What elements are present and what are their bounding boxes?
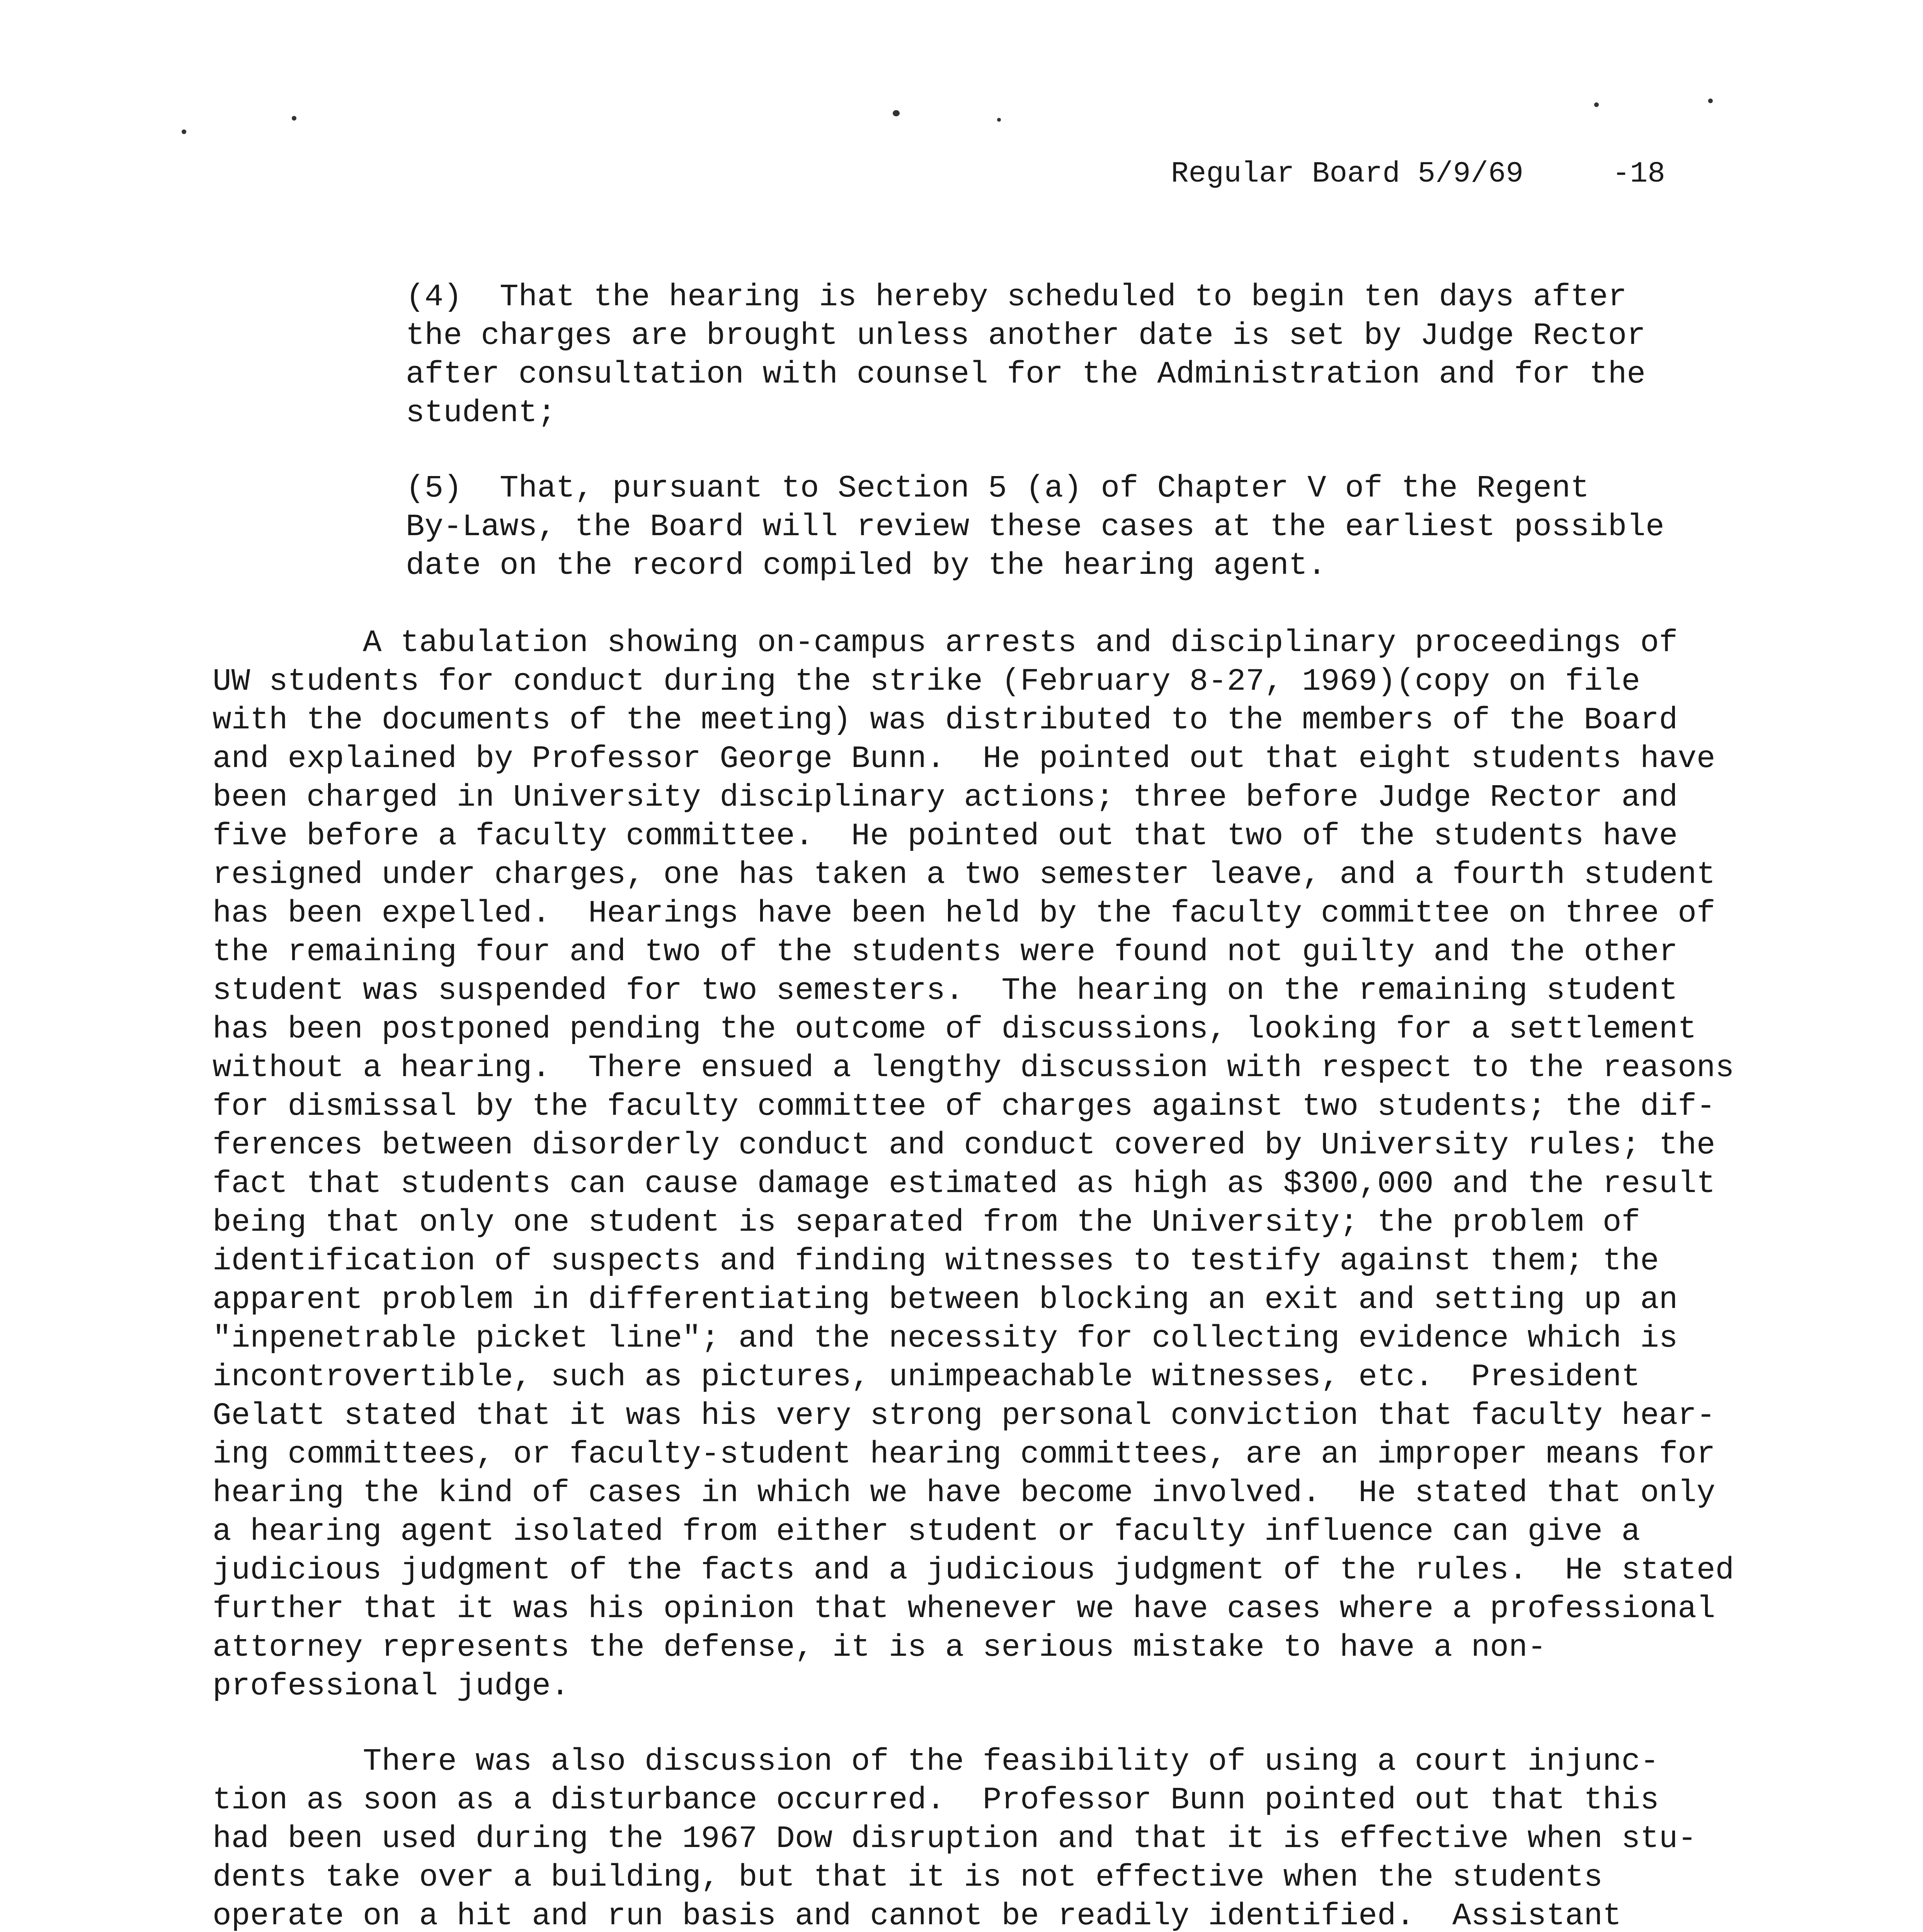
scan-speck [997,118,1001,122]
scan-speck [1708,99,1713,103]
page-header [1171,155,1665,193]
resolution-item-4: (4) That the hearing is hereby scheduled to begin ten days after the charges are brought unless another date is set by Judge Rector after consultation with counsel for the Administration and for the student; [406,280,1646,431]
header-page-ref: -18 [1612,157,1665,190]
paragraph-injunction: There was also discussion of the feasibility of using a court injunc- tion as soon as a disturbance occurred. Professor Bunn pointed out that this had been used during the 1967 Dow disruption and that it is effective when stu- dents take over a building, but that it is not effective when the students operate on a hit and run basis and cannot be readily identified. Assistant [213,1744,1697,1932]
scan-speck [1594,102,1599,107]
scan-speck [292,116,296,121]
scan-speck [893,110,900,116]
scan-speck [182,129,186,134]
resolution-item-5: (5) That, pursuant to Section 5 (a) of Chapter V of the Regent By-Laws, the Board will review these cases at the earliest possible date on the record compiled by the hearing agent. [406,471,1664,583]
board-date: Regular Board 5/9/69 [1171,157,1524,190]
paragraph-tabulation: A tabulation showing on-campus arrests and disciplinary proceedings of UW students for conduct during the strike (February 8-27, 1969)(copy on file with the documents of the meeting) was distributed to the members of the Board and explained by Professor George Bunn. He pointed out that eight students have been charged in University disciplinary actions; three before Judge Rector and five before a faculty committee. He pointed out that two of the students have resigned under charges, one has taken a two semester leave, and a fourth student has been expelled. Hearings have been held by the faculty committee on three of the remaining four and two of the students were found not guilty and the other student was suspended for two semesters. The hearing on the remaining student has been postponed pending the outcome of discussions, looking for a settlement without a hearing. There ensued a lengthy discussion with respect to the reasons for dismissal by the faculty committee of charges against two students; the dif- ferences between disorderly conduct and conduct covered by University rules; the fact that students can cause damage estimated as high as $300,000 and the result being that only one student is separated from the University; the problem of identification of suspects and finding witnesses to testify against them; the apparent problem in differentiating between blocking an exit and setting up an "inpenetrable picket line"; and the necessity for collecting evidence which is incontrovertible, such as pictures, unimpeachable witnesses, etc. President Gelatt stated that it was his very strong personal conviction that faculty hear- ing committees, or faculty-student hearing committees, are an improper means for hearing the kind of cases in which we have become involved. He stated that only a hearing agent isolated from either student or faculty influence can give a judicious judgment of the facts and a judicious judgment of the rules. He stated further that it was his opinion that whenever we have cases where a professional attorney represents the defense, it is a serious mistake to have a non- professional judge. [213,626,1734,1704]
